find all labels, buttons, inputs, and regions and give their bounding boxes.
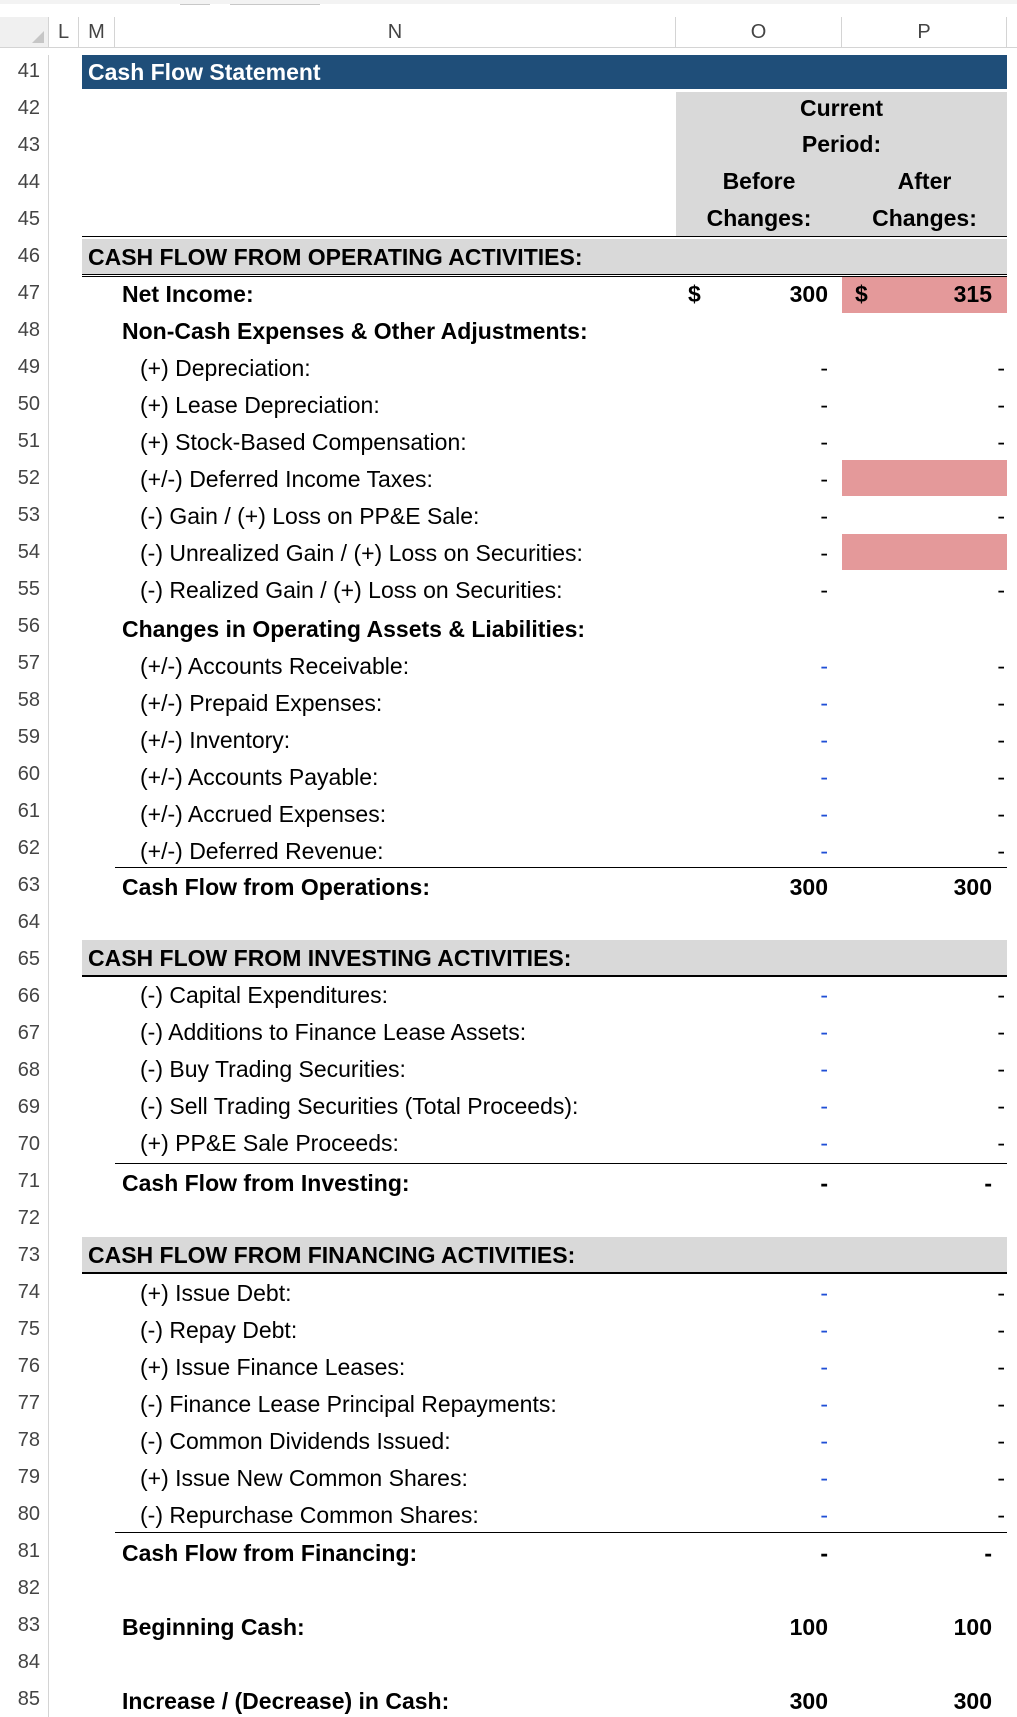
line-item-before-value[interactable]: - xyxy=(820,764,828,790)
row-number[interactable]: 58 xyxy=(17,689,40,711)
net-income-after[interactable]: 315 xyxy=(953,281,992,307)
line-item-label[interactable]: (+) Stock-Based Compensation: xyxy=(140,429,467,455)
highlight-unrealized-gain-after xyxy=(842,534,1007,570)
header-period: Period: xyxy=(801,131,882,157)
row-number[interactable]: 76 xyxy=(17,1355,40,1377)
line-item-label[interactable]: (+) Depreciation: xyxy=(140,355,311,381)
line-item-before-value[interactable]: - xyxy=(820,1093,828,1119)
line-item-after-value[interactable]: - xyxy=(997,838,1005,864)
line-item-label[interactable]: (+/-) Accrued Expenses: xyxy=(140,801,387,827)
line-item-after-value[interactable]: - xyxy=(997,1056,1005,1082)
financing-total-label[interactable]: Cash Flow from Financing: xyxy=(122,1540,418,1566)
row-number[interactable]: 46 xyxy=(17,245,40,267)
row-number[interactable]: 54 xyxy=(17,541,40,563)
net-income-before[interactable]: 300 xyxy=(789,281,828,307)
investing-section-heading[interactable]: CASH FLOW FROM INVESTING ACTIVITIES: xyxy=(88,945,572,971)
column-header-p[interactable]: P xyxy=(842,17,1007,47)
line-item-after-value[interactable]: - xyxy=(997,1130,1005,1156)
row-number[interactable]: 81 xyxy=(17,1540,40,1562)
beginning-cash-before[interactable]: 100 xyxy=(789,1614,828,1640)
row-number[interactable]: 71 xyxy=(17,1170,40,1192)
line-item-before-value[interactable]: - xyxy=(820,727,828,753)
row-number[interactable]: 50 xyxy=(17,393,40,415)
line-item-before-value[interactable]: - xyxy=(820,1280,828,1306)
tab-edge xyxy=(180,0,210,5)
row-number[interactable]: 41 xyxy=(17,60,40,82)
line-item-before-value[interactable]: - xyxy=(820,540,828,566)
line-item-before-value[interactable]: - xyxy=(820,1317,828,1343)
line-item-after-value[interactable]: - xyxy=(997,1465,1005,1491)
line-item-before-value[interactable]: - xyxy=(820,1130,828,1156)
row-number[interactable]: 51 xyxy=(17,430,40,452)
row-number[interactable]: 60 xyxy=(17,763,40,785)
select-all-corner[interactable] xyxy=(0,17,49,47)
line-item-label[interactable]: (-) Repurchase Common Shares: xyxy=(140,1502,479,1528)
window-top-strip xyxy=(0,0,1017,4)
line-item-label[interactable]: (-) Unrealized Gain / (+) Loss on Securities: xyxy=(140,540,583,566)
tab-edge xyxy=(230,0,320,5)
row-number[interactable]: 82 xyxy=(17,1577,40,1599)
line-item-before-value[interactable]: - xyxy=(820,1502,828,1528)
investing-section-underline xyxy=(82,976,1007,977)
row-number[interactable]: 64 xyxy=(17,911,40,933)
line-item-before-value[interactable]: - xyxy=(820,1465,828,1491)
investing-total-rule xyxy=(115,1163,1007,1164)
operations-total-after[interactable]: 300 xyxy=(953,874,992,900)
column-header-m[interactable]: M xyxy=(79,17,115,47)
line-item-before-value[interactable]: - xyxy=(820,466,828,492)
financing-section-underline xyxy=(82,1273,1007,1274)
line-item-label[interactable]: (-) Sell Trading Securities (Total Proceeds): xyxy=(140,1093,579,1119)
line-item-label[interactable]: (+/-) Deferred Income Taxes: xyxy=(140,466,433,492)
column-header-bar xyxy=(0,17,1017,48)
line-item-label[interactable]: (-) Finance Lease Principal Repayments: xyxy=(140,1391,557,1417)
line-item-before-value[interactable]: - xyxy=(820,982,828,1008)
column-header-n[interactable]: N xyxy=(115,17,676,47)
row-number[interactable]: 80 xyxy=(17,1503,40,1525)
header-changes-after: Changes: xyxy=(872,205,977,231)
line-item-before-value[interactable]: - xyxy=(820,1428,828,1454)
operating-section-heading[interactable]: CASH FLOW FROM OPERATING ACTIVITIES: xyxy=(88,244,583,270)
row-number[interactable]: 84 xyxy=(17,1651,40,1673)
column-header-o[interactable]: O xyxy=(676,17,842,47)
row-number[interactable]: 77 xyxy=(17,1392,40,1414)
line-item-before-value[interactable]: - xyxy=(820,392,828,418)
row-header-bar xyxy=(0,55,49,1717)
row-number[interactable]: 43 xyxy=(17,134,40,156)
row-number[interactable]: 66 xyxy=(17,985,40,1007)
header-current: Current xyxy=(799,95,884,121)
currency-symbol: $ xyxy=(855,281,868,307)
increase-cash-after[interactable]: 300 xyxy=(953,1688,992,1714)
row-number[interactable]: 63 xyxy=(17,874,40,896)
investing-total-label[interactable]: Cash Flow from Investing: xyxy=(122,1170,410,1196)
line-item-after-value[interactable]: - xyxy=(997,577,1005,603)
row-number[interactable]: 78 xyxy=(17,1429,40,1451)
line-item-after-value[interactable]: - xyxy=(997,690,1005,716)
line-item-after-value[interactable]: - xyxy=(997,1354,1005,1380)
currency-symbol: $ xyxy=(688,281,701,307)
investing-total-before[interactable]: - xyxy=(820,1170,828,1196)
operations-total-before[interactable]: 300 xyxy=(789,874,828,900)
line-item-before-value[interactable]: - xyxy=(820,1391,828,1417)
financing-section-heading[interactable]: CASH FLOW FROM FINANCING ACTIVITIES: xyxy=(88,1242,576,1268)
line-item-after-value[interactable]: - xyxy=(997,355,1005,381)
financing-total-rule xyxy=(115,1532,1007,1533)
row-number[interactable]: 59 xyxy=(17,726,40,748)
line-item-label[interactable]: (-) Realized Gain / (+) Loss on Securities: xyxy=(140,577,563,603)
header-before: Before xyxy=(722,168,796,194)
line-item-before-value[interactable]: - xyxy=(820,1056,828,1082)
row-number[interactable]: 69 xyxy=(17,1096,40,1118)
line-item-after-value[interactable]: - xyxy=(997,982,1005,1008)
row-number[interactable]: 74 xyxy=(17,1281,40,1303)
line-item-after-value[interactable]: - xyxy=(997,1019,1005,1045)
row-number[interactable]: 62 xyxy=(17,837,40,859)
row-number[interactable]: 53 xyxy=(17,504,40,526)
line-item-label[interactable]: (+) Lease Depreciation: xyxy=(140,392,380,418)
financing-total-after[interactable]: - xyxy=(984,1540,992,1566)
line-item-label[interactable]: (+) PP&E Sale Proceeds: xyxy=(140,1130,399,1156)
line-item-after-value[interactable]: - xyxy=(997,1317,1005,1343)
highlight-deferred-taxes-after xyxy=(842,460,1007,496)
line-item-before-value[interactable]: - xyxy=(820,838,828,864)
row-number[interactable]: 75 xyxy=(17,1318,40,1340)
row-number[interactable]: 47 xyxy=(17,282,40,304)
header-after: After xyxy=(897,168,952,194)
row-number[interactable]: 73 xyxy=(17,1244,40,1266)
line-item-after-value[interactable]: - xyxy=(997,727,1005,753)
operations-total-rule xyxy=(115,867,1007,868)
line-item-label[interactable]: (-) Additions to Finance Lease Assets: xyxy=(140,1019,527,1045)
row-number[interactable]: 68 xyxy=(17,1059,40,1081)
row-number[interactable]: 61 xyxy=(17,800,40,822)
line-item-after-value[interactable]: - xyxy=(997,1280,1005,1306)
row-number[interactable]: 57 xyxy=(17,652,40,674)
line-item-before-value[interactable]: - xyxy=(820,801,828,827)
row-number[interactable]: 42 xyxy=(17,97,40,119)
line-item-after-value[interactable]: - xyxy=(997,1093,1005,1119)
line-item-after-value[interactable]: - xyxy=(997,764,1005,790)
row-number[interactable]: 65 xyxy=(17,948,40,970)
line-item-label[interactable]: (+/-) Inventory: xyxy=(140,727,291,753)
column-header-l[interactable]: L xyxy=(49,17,79,47)
line-item-label[interactable]: (-) Buy Trading Securities: xyxy=(140,1056,406,1082)
line-item-before-value[interactable]: - xyxy=(820,1354,828,1380)
financing-total-before[interactable]: - xyxy=(820,1540,828,1566)
line-item-before-value[interactable]: - xyxy=(820,429,828,455)
line-item-after-value[interactable]: - xyxy=(997,392,1005,418)
beginning-cash-after[interactable]: 100 xyxy=(953,1614,992,1640)
row-number[interactable]: 44 xyxy=(17,171,40,193)
changes-heading[interactable]: Changes in Operating Assets & Liabilities: xyxy=(122,616,586,642)
line-item-label[interactable]: (-) Common Dividends Issued: xyxy=(140,1428,451,1454)
increase-cash-before[interactable]: 300 xyxy=(789,1688,828,1714)
line-item-label[interactable]: (+) Issue Debt: xyxy=(140,1280,292,1306)
row-number[interactable]: 56 xyxy=(17,615,40,637)
line-item-before-value[interactable]: - xyxy=(820,355,828,381)
statement-title[interactable]: Cash Flow Statement xyxy=(82,55,1007,89)
line-item-after-value[interactable]: - xyxy=(997,429,1005,455)
line-item-label[interactable]: (-) Capital Expenditures: xyxy=(140,982,388,1008)
line-item-label[interactable]: (+) Issue New Common Shares: xyxy=(140,1465,468,1491)
line-item-after-value[interactable]: - xyxy=(997,653,1005,679)
line-item-label[interactable]: (-) Gain / (+) Loss on PP&E Sale: xyxy=(140,503,480,529)
line-item-label[interactable]: (-) Repay Debt: xyxy=(140,1317,298,1343)
row-number[interactable]: 48 xyxy=(17,319,40,341)
line-item-before-value[interactable]: - xyxy=(820,1019,828,1045)
row-number[interactable]: 55 xyxy=(17,578,40,600)
line-item-label[interactable]: (+/-) Accounts Payable: xyxy=(140,764,379,790)
line-item-label[interactable]: (+/-) Accounts Receivable: xyxy=(140,653,410,679)
row-number[interactable]: 72 xyxy=(17,1207,40,1229)
row-number[interactable]: 83 xyxy=(17,1614,40,1636)
operations-total-label[interactable]: Cash Flow from Operations: xyxy=(122,874,430,900)
line-item-label[interactable]: (+/-) Prepaid Expenses: xyxy=(140,690,383,716)
net-income-label[interactable]: Net Income: xyxy=(122,281,254,307)
row-number[interactable]: 45 xyxy=(17,208,40,230)
increase-cash-label[interactable]: Increase / (Decrease) in Cash: xyxy=(122,1688,450,1714)
line-item-label[interactable]: (+) Issue Finance Leases: xyxy=(140,1354,406,1380)
line-item-before-value[interactable]: - xyxy=(820,653,828,679)
row-number[interactable]: 70 xyxy=(17,1133,40,1155)
investing-total-after[interactable]: - xyxy=(984,1170,992,1196)
header-underline xyxy=(82,236,1007,237)
line-item-before-value[interactable]: - xyxy=(820,503,828,529)
row-number[interactable]: 79 xyxy=(17,1466,40,1488)
line-item-label[interactable]: (+/-) Deferred Revenue: xyxy=(140,838,384,864)
row-number[interactable]: 52 xyxy=(17,467,40,489)
noncash-heading[interactable]: Non-Cash Expenses & Other Adjustments: xyxy=(122,318,588,344)
beginning-cash-label[interactable]: Beginning Cash: xyxy=(122,1614,305,1640)
line-item-after-value[interactable]: - xyxy=(997,1502,1005,1528)
line-item-after-value[interactable]: - xyxy=(997,1391,1005,1417)
line-item-after-value[interactable]: - xyxy=(997,1428,1005,1454)
line-item-after-value[interactable]: - xyxy=(997,503,1005,529)
line-item-after-value[interactable]: - xyxy=(997,801,1005,827)
row-number[interactable]: 67 xyxy=(17,1022,40,1044)
row-number[interactable]: 49 xyxy=(17,356,40,378)
line-item-before-value[interactable]: - xyxy=(820,690,828,716)
header-changes-before: Changes: xyxy=(706,205,812,231)
row-number[interactable]: 85 xyxy=(17,1688,40,1710)
line-item-before-value[interactable]: - xyxy=(820,577,828,603)
